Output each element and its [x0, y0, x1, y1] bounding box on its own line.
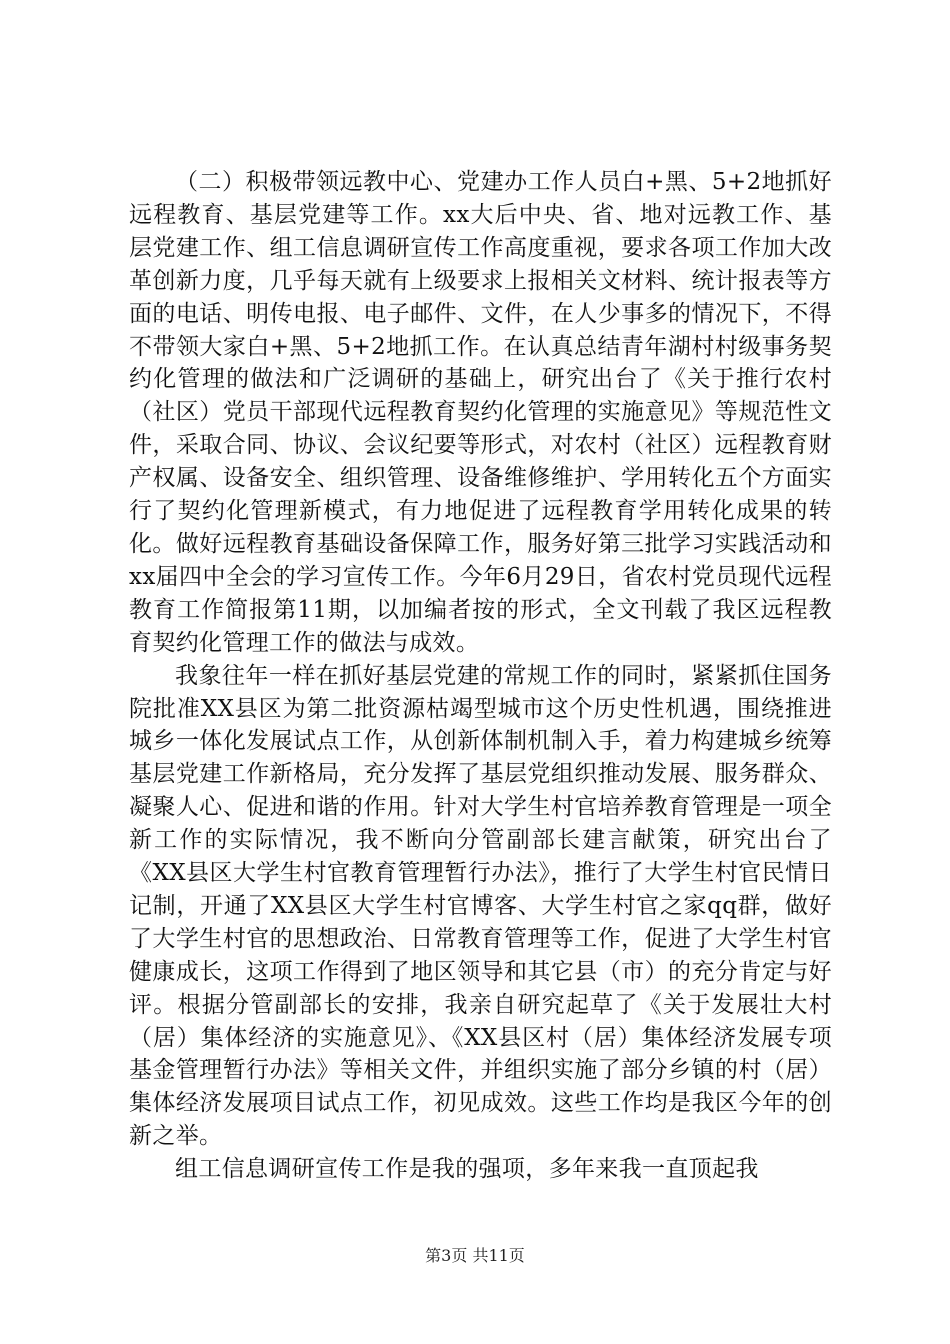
page-number-footer: 第3页 共11页: [425, 1246, 525, 1265]
document-body: [129, 166, 832, 1186]
paragraph-party-building: 我象往年一样在抓好基层党建的常规工作的同时，紧紧抓住国务院批准XX县区为第二批资源枯竭型城市这个历史性机遇，围绕推进城乡一体化发展试点工作，从创新体制机制入手，着力构建城乡统筹基层党建工作新格局，充分发挥了基层党组织推动发展、服务群众、凝聚人心、促进和谐的作用。针对大学生村官培养教育管理是一项全新工作的实际情况，我不断向分管副部长建言献策，研究出台了《XX县区大学生村官教育管理暂行办法》，推行了大学生村官民情日记制，开通了XX县区大学生村官博客、大学生村官之家qq群，做好了大学生村官的思想政治、日常教育管理等工作，促进了大学生村官健康成长，这项工作得到了地区领导和其它县（市）的充分肯定与好评。根据分管副部长的安排，我亲自研究起草了《关于发展壮大村（居）集体经济的实施意见》、《XX县区村（居）集体经济发展专项基金管理暂行办法》等相关文件，并组织实施了部分乡镇的村（居）集体经济发展项目试点工作，初见成效。这些工作均是我区今年的创新之举。: [129, 662, 832, 1150]
paragraph-research-publicity: 组工信息调研宣传工作是我的强项，多年来我一直顶起我: [175, 1156, 759, 1183]
paragraph-remote-education: （二）积极带领远教中心、党建办工作人员白+黑、5+2地抓好远程教育、基层党建等工作。xx大后中央、省、地对远教工作、基层党建工作、组工信息调研宣传工作高度重视，要求各项工作加大改革创新力度，几乎每天就有上级要求上报相关文材料、统计报表等方面的电话、明传电报、电子邮件、文件，在人少事多的情况下，不得不带领大家白+黑、5+2地抓工作。在认真总结青年湖村村级事务契约化管理的做法和广泛调研的基础上，研究出台了《关于推行农村（社区）党员干部现代远程教育契约化管理的实施意见》等规范性文件，采取合同、协议、会议纪要等形式，对农村（社区）远程教育财产权属、设备安全、组织管理、设备维修维护、学用转化五个方面实行了契约化管理新模式，有力地促进了远程教育学用转化成果的转化。做好远程教育基础设备保障工作，服务好第三批学习实践活动和xx届四中全会的学习宣传工作。今年6月29日，省农村党员现代远程教育工作简报第11期，以加编者按的形式，全文刊载了我区远程教育契约化管理工作的做法与成效。: [129, 169, 832, 656]
